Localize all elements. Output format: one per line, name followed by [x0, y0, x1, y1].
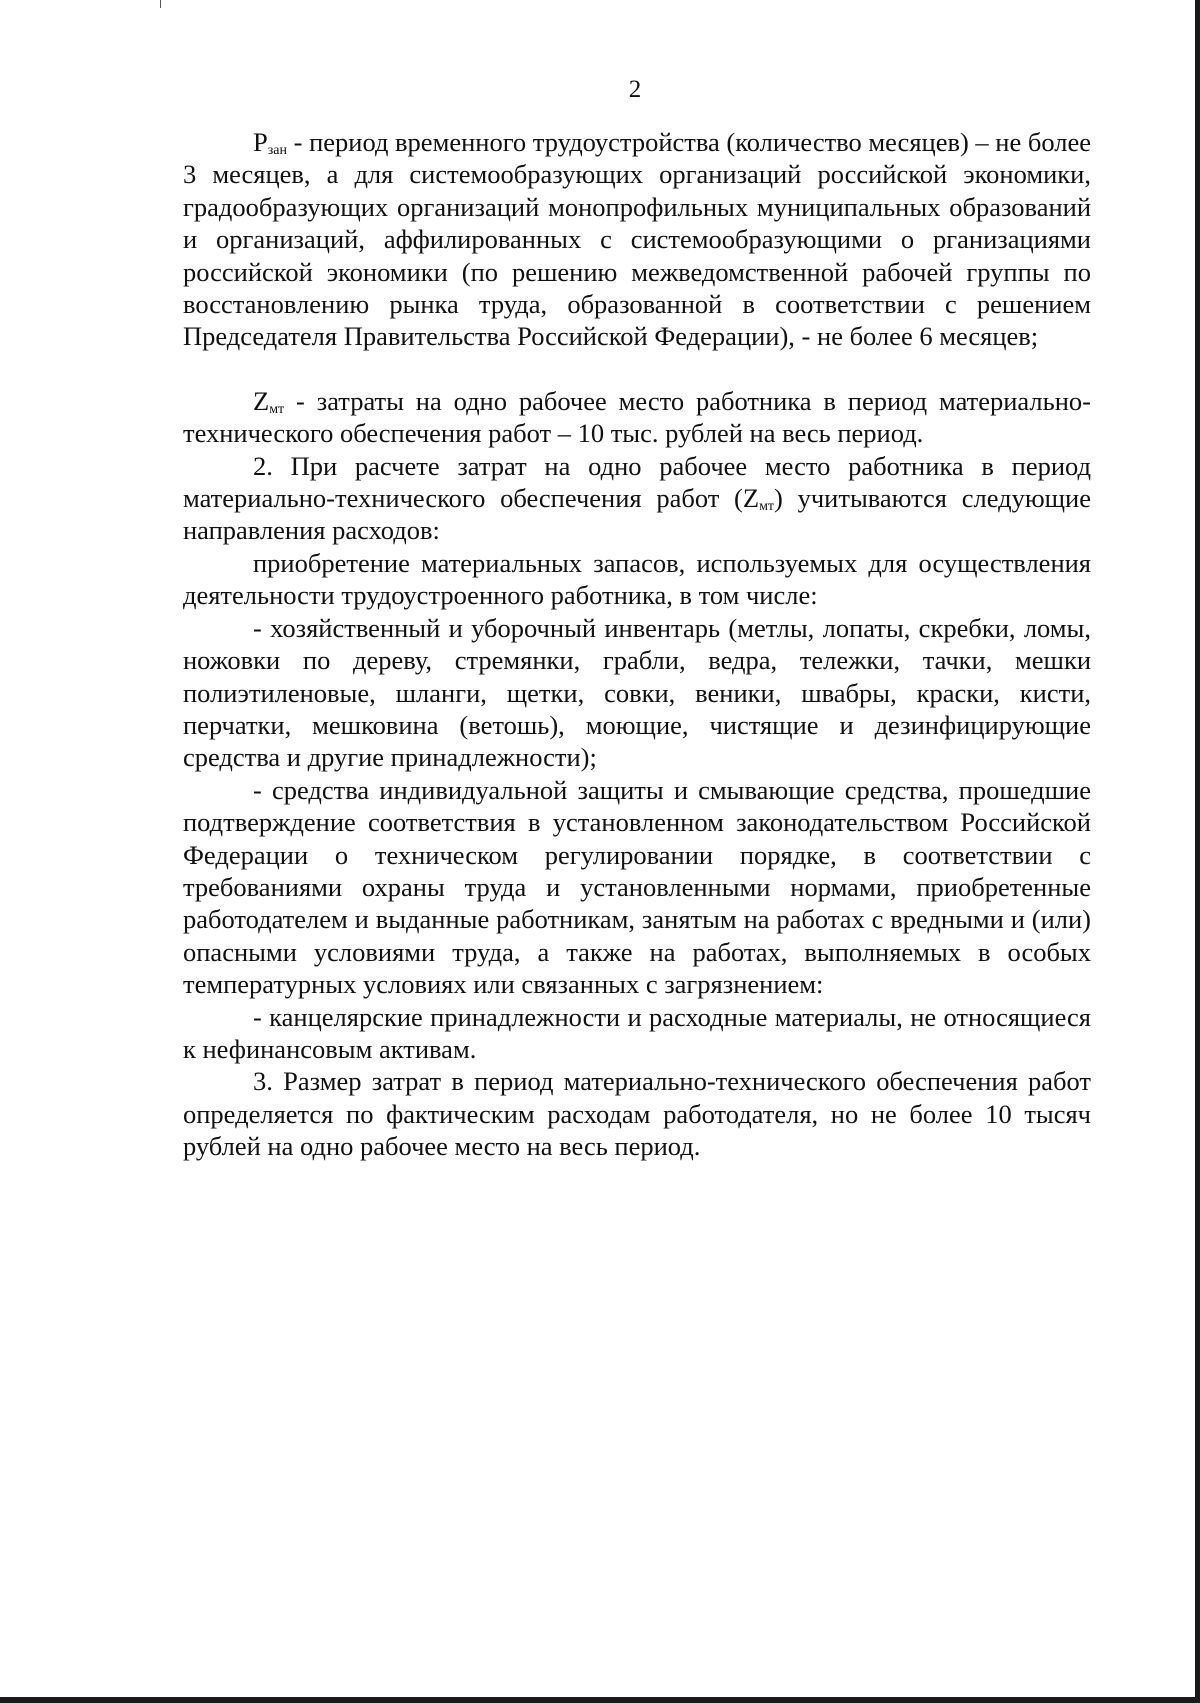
symbol-z: Z — [253, 385, 270, 416]
scan-artifact-tick — [160, 0, 161, 8]
paragraph-z-mt — [183, 385, 1091, 450]
paragraph-text: - период временного трудоустройства (количество месяцев) – не более 3 месяцев, а для системообразующих организаций российской экономики, градообразующих организаций монопрофильных муниципальных образований и организаций, аффилированных с системообразующими о рганизациями российской экономики (по решению межведомственной рабочей группы по восстановлению рынка труда, образованной в соответствии с решением Председателя Правительства Российской Федерации), - не более 6 месяцев; — [183, 127, 1091, 352]
paragraph-text: 2. При расчете затрат на одно рабочее место работника в период материально-технического обеспечения работ (Z — [183, 450, 1091, 514]
symbol-p: P — [253, 127, 268, 157]
scan-border-right — [1195, 0, 1200, 1703]
list-item-stationery: - канцелярские принадлежности и расходные материалы, не относящиеся к нефинансовым активам. — [183, 1001, 1091, 1064]
paragraph-p-zan — [183, 126, 1091, 353]
list-item-protection: - средства индивидуальной защиты и смывающие средства, прошедшие подтверждение соответствия в установленном законодательством Российской Федерации о техническом регулировании порядке, в соответствии с требованиями охраны труда и установленными нормами, приобретенные работодателем и выданные работникам, занятым на работах с вредными и (или) опасными условиями труда, а также на работах, выполняемых в особых температурных условиях или связанных с загрязнением: — [183, 774, 1091, 1000]
paragraph-text: ) учитываются следующие направления расходов: — [183, 483, 1091, 546]
subscript-mt: мт — [759, 499, 775, 515]
page-number: 2 — [628, 76, 642, 103]
document-body — [183, 126, 1091, 1163]
paragraph-item-3: 3. Размер затрат в период материально-технического обеспечения работ определяется по фактическим расходам работодателя, но не более 10 тысяч рублей на одно рабочее место на весь период. — [183, 1066, 1091, 1162]
paragraph-text: - затраты на одно рабочее место работника в период материально-технического обеспечения работ – 10 тыс. рублей на весь период. — [183, 385, 1091, 449]
paragraph-materials: приобретение материальных запасов, используемых для осуществления деятельности трудоустроенного работника, в том числе: — [183, 547, 1091, 611]
subscript-zan: зан — [267, 143, 287, 158]
scan-border-bottom — [0, 1697, 1200, 1703]
paragraph-item-2 — [183, 450, 1091, 547]
subscript-mt: мт — [269, 401, 285, 417]
list-item-inventory: - хозяйственный и уборочный инвентарь (метлы, лопаты, скребки, ломы, ножовки по дереву, стремянки, грабли, ведра, тележки, тачки, мешки полиэтиленовые, шланги, щетки, совки, веники, швабры, краски, кисти, перчатки, мешковина (ветошь), моющие, чистящие и дезинфицирующие средства и другие принадлежности); — [183, 612, 1091, 773]
